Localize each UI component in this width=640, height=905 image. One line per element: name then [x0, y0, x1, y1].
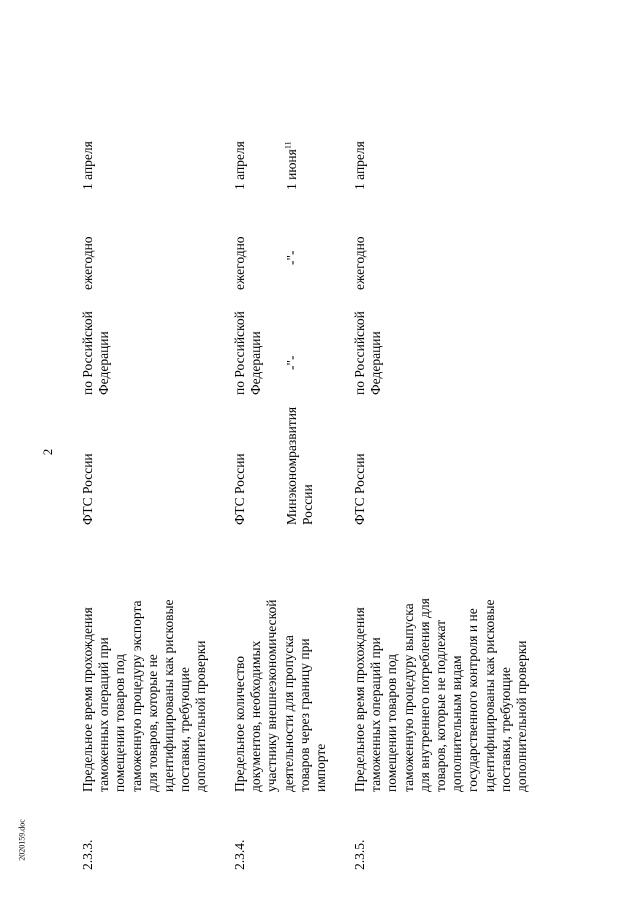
row-number: 2.3.3. [80, 839, 95, 870]
frequency: ежегодно [232, 236, 247, 290]
indicator-description: Предельное время прохождения таможенных операций при помещении товаров под таможенную процедуру экспорта для товаров, которые не идентифицированы как рисковые поставки, требующие дополнительной проверки [80, 599, 209, 792]
deadline: 1 апреля [352, 141, 367, 190]
page-number: 2 [40, 448, 55, 456]
row-number: 2.3.4. [232, 839, 247, 870]
territory: по Российской Федерации [232, 311, 264, 395]
row-number: 2.3.5. [352, 839, 367, 870]
frequency-ditto: -"- [284, 250, 299, 265]
territory: по Российской Федерации [352, 311, 384, 395]
deadline: 1 апреля [232, 141, 247, 190]
deadline-2: 1 июня$^{11}$ [283, 141, 299, 190]
territory-ditto: -"- [284, 355, 299, 370]
frequency: ежегодно [352, 236, 367, 290]
responsible-org-2: Минэкономразвития России [284, 406, 316, 525]
indicator-description: Предельное время прохождения таможенных операций при помещении товаров под таможенную процедуру выпуска для внутреннего потребления для товаров, которые не подлежат дополнительным видам государственного контроля и не идентифицированы как рисковые поставки, требующие дополнительной проверки [352, 598, 530, 792]
responsible-org: ФТС России [232, 453, 247, 525]
footer-filename: 2020159.doc [17, 819, 27, 861]
rotated-table [80, 90, 550, 870]
frequency: ежегодно [80, 236, 95, 290]
deadline: 1 апреля [80, 141, 95, 190]
indicator-description: Предельное количество документов, необходимых участнику внешнеэкономической деятельности для пропуска товаров через границу при импорте [232, 599, 329, 792]
responsible-org: ФТС России [80, 453, 95, 525]
responsible-org: ФТС России [352, 453, 367, 525]
territory: по Российской Федерации [80, 311, 112, 395]
